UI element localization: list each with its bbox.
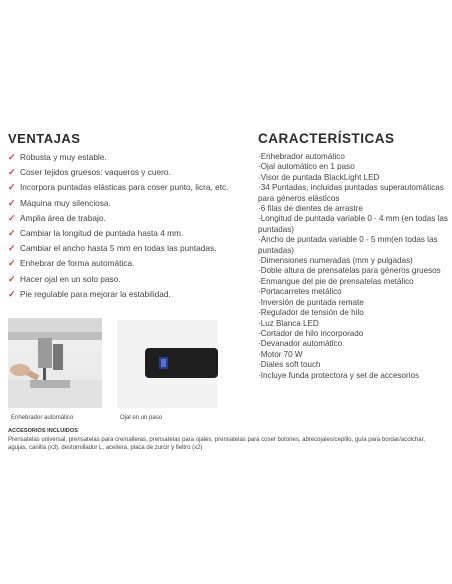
caracteristica-item: ·Dimensiones numeradas (mm y pulgadas) [258,256,413,266]
caracteristica-item: ·Incluye funda protectora y set de accesorios [258,370,420,380]
ventaja-text: Amplia área de trabajo. [20,212,106,223]
ventaja-text: Robusta y muy estable. [20,152,107,162]
ventaja-item [8,198,244,209]
ventaja-text: Cambiar la longitud de puntada hasta 4 mm. [20,227,184,238]
caracteristica-item: ·Enhebrador automático [258,152,345,161]
caracteristicas-heading: CARACTERÍSTICAS [258,131,395,146]
checkmark-icon: ✓ [8,197,16,208]
checkmark-icon: ✓ [8,212,16,223]
checkmark-icon: ✓ [8,182,16,193]
caracteristica-item: ·Portacarretes metálico [258,287,342,297]
ventaja-item [8,243,244,254]
checkmark-icon: ✓ [8,243,16,254]
accesorios-heading: ACCESORIOS INCLUIDOS [8,428,78,434]
caracteristica-item: ·Diales soft touch [258,360,321,370]
checkmark-icon: ✓ [8,288,16,299]
ventaja-item [8,213,244,224]
checkmark-icon: ✓ [8,167,16,178]
ventaja-item [8,258,244,269]
caracteristica-item: ·Cortador de hilo incorporado [258,328,364,338]
buttonhole-photo [117,320,218,408]
caracteristicas-list [258,152,448,381]
caracteristica-item: ·Ancho de puntada variable 0 - 5 mm(en todas las puntadas) [258,235,438,255]
ventaja-text: Incorpora puntadas elásticas para coser punto, licra, etc. [20,182,229,193]
caracteristica-item: ·Devanador automático [258,339,343,349]
ventaja-item [8,228,244,239]
ventaja-text: Hacer ojal en un solo paso. [20,273,121,284]
ventaja-item [8,289,244,300]
threader-photo [8,318,102,408]
caracteristica-item: ·Inversión de puntada remate [258,297,364,307]
caption-buttonhole: Ojal en un paso [120,415,163,421]
caracteristica-item: ·Ojal automático en 1 paso [258,162,355,172]
accesorios-text: Prensatelas universal, prensatelas para cremalleras, prensatelas para ojales, prensatelas para coser botones, abrecojales/cepillo, guía para bordar/acolchar, agujas, canilla (x3), destornillador L, aceitera, placa de zurcir y fieltro (x2) [8,437,425,451]
ventajas-section [8,131,244,304]
sewing-machine-illustration [8,318,102,408]
ventajas-heading: VENTAJAS [8,131,81,146]
ventaja-item [8,152,244,163]
ventaja-item [8,167,244,178]
ventaja-text: Coser tejidos gruesos: vaqueros y cuero. [20,167,171,178]
caracteristica-item: ·6 filas de dientes de arrastre [258,204,363,214]
caption-threader: Enhebrador automático [11,415,74,421]
checkmark-icon: ✓ [8,152,16,162]
caracteristica-item: ·Enmangue del pie de prensatelas metálico [258,276,414,286]
caracteristica-item: ·Regulador de tensión de hilo [258,308,364,318]
ventaja-text: Enhebrar de forma automática. [20,258,135,269]
checkmark-icon: ✓ [8,227,16,238]
checkmark-icon: ✓ [8,258,16,269]
caracteristica-item: ·Luz Blanca LED [258,318,319,328]
caracteristica-item: ·Longitud de puntada variable 0 - 4 mm (en todas las puntadas) [258,214,448,234]
caracteristicas-section [258,131,448,381]
ventaja-text: Máquina muy silenciosa. [20,197,111,208]
caracteristica-item: ·Doble altura de prensatelas para géneros gruesos [258,266,441,276]
caracteristica-item: ·34 Puntadas, incluidas puntadas superautomáticas para géneros elásticos [258,183,444,203]
caracteristica-item: ·Motor 70 W [258,349,303,359]
ventaja-text: Cambiar el ancho hasta 5 mm en todas las puntadas. [20,243,217,254]
ventaja-item [8,182,244,193]
checkmark-icon: ✓ [8,273,16,284]
buttonhole-lever-illustration [117,320,218,408]
ventaja-item [8,274,244,285]
ventajas-list [8,152,244,299]
caracteristica-item: ·Visor de puntada BlackLight LED [258,172,380,182]
ventaja-text: Pie regulable para mejorar la estabilidad. [20,288,171,299]
